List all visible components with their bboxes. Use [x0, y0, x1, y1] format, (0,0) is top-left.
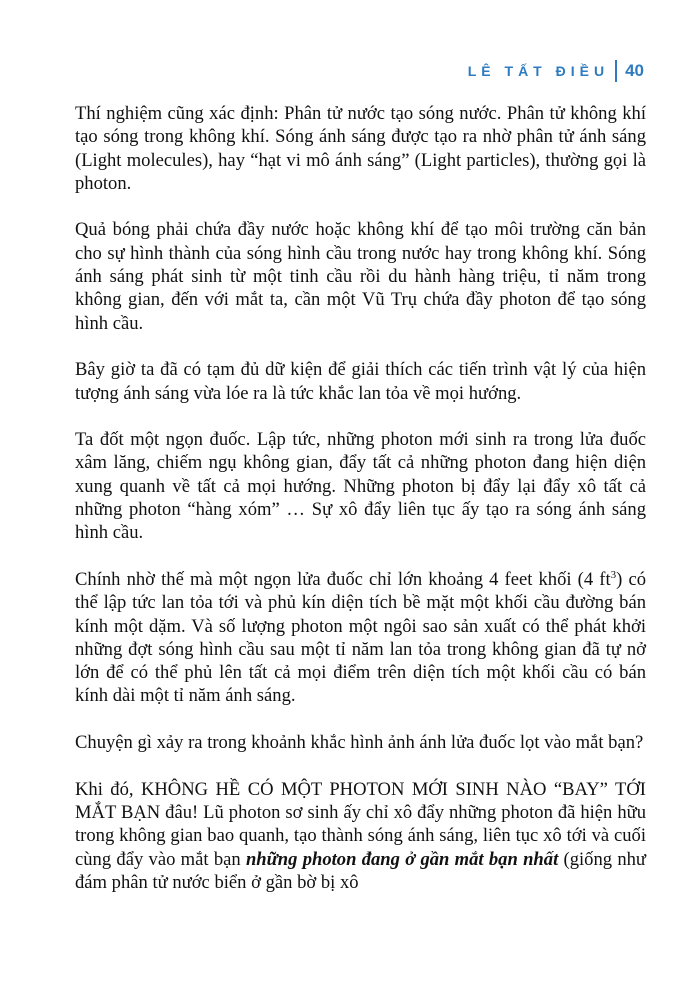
paragraph-7	[75, 778, 646, 894]
paragraph-4: Ta đốt một ngọn đuốc. Lập tức, những photon mới sinh ra trong lửa đuốc xâm lăng, chiếm ngụ không gian, đẩy tất cả những photon đang hiện diện xung quanh về tất cả mọi hướng. Những photon bị đẩy lại đẩy xô tất cả những photon “hàng xóm” … Sự xô đẩy liên tục ấy tạo ra sóng ánh sáng hình cầu.	[75, 429, 646, 544]
paragraph-7-text-a: Khi đó, KHÔNG HỀ CÓ MỘT PHOTON MỚI SINH NÀO “BAY” TỚI MẮT BẠN đâu! Lũ photon sơ sinh ấy chỉ xô đẩy những photon đã hiện hữu trong không gian bao quanh, tạo thành sóng ánh sáng, liên tục xô tới và cuối cùng đẩy vào mắt bạn	[75, 778, 646, 870]
emphasis-text: những photon đang ở gần mắt bạn nhất	[245, 848, 559, 870]
running-header	[468, 58, 644, 84]
page-number: 40	[625, 61, 644, 80]
superscript-3: 3	[610, 568, 617, 581]
paragraph-6: Chuyện gì xảy ra trong khoảnh khắc hình ảnh ánh lửa đuốc lọt vào mắt bạn?	[75, 732, 644, 754]
paragraph-7-text-b: (giống như đám phân tử nước biển ở gần bờ bị xô	[75, 848, 647, 893]
paragraph-2: Quả bóng phải chứa đầy nước hoặc không khí để tạo môi trường căn bản cho sự hình thành của sóng hình cầu trong nước hay trong không khí. Sóng ánh sáng phát sinh từ một tinh cầu rồi du hành hàng triệu, tỉ năm trong không gian, đến với mắt ta, cần một Vũ Trụ chứa đầy photon để tạo sóng hình cầu.	[75, 219, 646, 334]
paragraph-3: Bây giờ ta đã có tạm đủ dữ kiện để giải thích các tiến trình vật lý của hiện tượng ánh sáng vừa lóe ra là tức khắc lan tỏa về mọi hướng.	[75, 359, 646, 404]
paragraph-5-text-b: ) có thể lập tức lan tỏa tới và phủ kín diện tích bề mặt một khối cầu đường bán kính một dặm. Và số lượng photon một ngôi sao sản xuất có thể phát khởi những đợt sóng hình cầu sau một tỉ năm lan tỏa trong không gian đã tự nở lớn để có thể phủ lên tất cả mọi điểm trên diện tích một khối cầu có bán kính dài một tỉ năm ánh sáng.	[75, 568, 646, 707]
page-body	[75, 102, 646, 917]
paragraph-1: Thí nghiệm cũng xác định: Phân tử nước tạo sóng nước. Phân tử không khí tạo sóng trong không khí. Sóng ánh sáng được tạo ra nhờ phân tử ánh sáng (Light molecules), hay “hạt vi mô ánh sáng” (Light particles), thường gọi là photon.	[75, 103, 646, 194]
header-separator	[615, 60, 617, 82]
header-author: LÊ TẤT ĐIỀU	[467, 63, 610, 79]
paragraph-5-text-a: Chính nhờ thế mà một ngọn lửa đuốc chỉ lớn khoảng 4 feet khối (4 ft	[75, 568, 611, 590]
paragraph-5	[75, 568, 646, 708]
